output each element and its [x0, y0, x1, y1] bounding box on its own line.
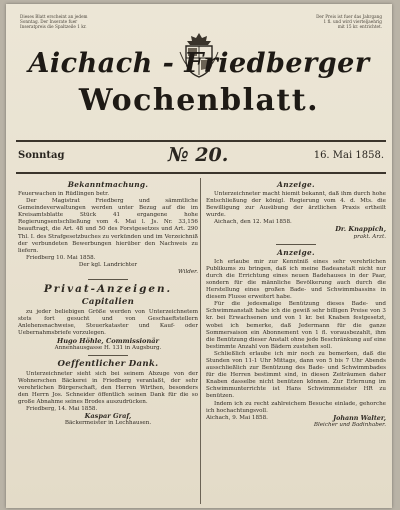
bath-notice-paragraph: Für die jedesmalige Benützung dieses Bade- und Schwimmanstalt habe ich die gewiß sehr billigen Preise von 3 kr. bei Erwachsenen und von 1 kr. bei Knaben festgesetzt, wobei ich bemerke, daß Jedermann für die ganze Sommersaison ein Abonnement von 1 fl. vorausbezahlt, ihm die Benützung dieser Anstalt ohne jede Beschränkung auf eine bestimmte Anzahl von Bädern zustehen soll.: [206, 301, 386, 350]
section-divider: [88, 279, 128, 280]
right-column: [206, 180, 386, 504]
section-divider: [88, 355, 128, 356]
subscription-note-right: [290, 14, 382, 30]
side-note-line: Dieses Blatt erscheint an jedem: [20, 14, 88, 19]
bath-notice-paragraph: Schließlich erlaube ich mir noch zu bemerken, daß die Stunden von 11-1 Uhr Mittags, dann von 5 bis 7 Uhr Abends ausschließlich zur Benützung des Bade- und Schwimmbades für die Herren bestimmt sind, in diesen Zeiträumen daher Knaben dasselbe nicht benützen können. Zur Erlernung im Schwimmunterrichte ist Hans Schwimmmeister HR zu benützen.: [206, 350, 386, 400]
thanks-title: Oeffentlicher Dank.: [57, 358, 159, 369]
section-divider: [276, 244, 316, 245]
masthead-title-line-2: Wochenblatt.: [78, 83, 320, 118]
doctor-notice-place-date: Aichach, den 12. Mai 1858.: [214, 219, 292, 226]
capital-ad-title: Capitalien: [81, 297, 135, 308]
masthead-title-line-1: Aichach - Friedberger: [28, 48, 370, 79]
bath-notice-place-date: Aichach, 9. Mai 1858.: [206, 414, 268, 421]
newspaper-page: [6, 4, 392, 508]
capital-ad-body: zu jeder beliebigen Größe werden von Unterzeichnetem stets fort gesucht und von Geschaeftstellern Anlehensnachweise, Steuerkataster und Kauf- oder Uebernahmsbriefe vorzulegen.: [18, 309, 198, 337]
doctor-notice-body: Unterzeichneter macht hiemit bekannt, daß ihm durch hohe Entschließung der königl. Regierung vom 4. d. Mts. die Bewilligung zur Ausübung der ärztlichen Praxis ertheilt wurde.: [206, 191, 386, 219]
bath-notice-signer-role: Bleicher und Badinhaber.: [313, 421, 386, 428]
doctor-notice-role: prakt. Arzt.: [353, 233, 386, 240]
private-ads-heading: Privat-Anzeigen.: [43, 283, 173, 296]
bath-notice-signer: Johann Walter,: [333, 413, 386, 422]
bath-notice-title: Anzeige.: [277, 247, 315, 257]
issue-date: 16. Mai 1858.: [313, 150, 384, 161]
thanks-body: Unterzeichneter sieht sich bei seinem Abzuge von der Wohnerschen Bäckerei in Friedberg veranlaßt, der sehr verehrlichen Bürgerschaft, den Herren Wirthen, besonders den Herrn Jos. Schneider öffentlich seinen Dank für die so große Abnahme seines Brodes auszudrücken.: [18, 370, 198, 406]
side-note-line: mit 15 kr. entrichtet.: [337, 24, 382, 30]
side-note-line: Der Preis ist fuer das Jahrgang: [316, 14, 382, 19]
notice-place-date: Friedberg 10. Mai 1858.: [26, 254, 96, 261]
capital-ad-address: Annenhausgasse H. 131 in Augsburg.: [54, 344, 162, 351]
notice-body: Der Magistrat Friedberg und sämmtliche Gemeindeverwaltungen werden unter Bezug auf die im Kreisamtsblatte Stück 41 ergangene hohe Regierungsentschließung vom 4. Mai l. Js. Nr. 33,156 beauftragt, die Art. 48 und 50 des Forstgesetzes und Art. 290 Thl. I. des Strafgesetzbuches zu verkünden und im Verzeichniß der verbundeten Bewerbungen hierüber den Nachweis zu liefern.: [18, 198, 198, 254]
side-note-line: Inseratpreis die Spaltzeile 1 kr.: [20, 24, 87, 30]
subscription-note-left: [20, 14, 112, 30]
thanks-signer-role: Bäckermeister in Lechhausen.: [64, 420, 152, 427]
capital-ad-signer: Hugo Höhle, Commissionär: [56, 336, 159, 345]
notice-authority: Der kgl. Landrichter: [78, 261, 138, 268]
doctor-notice-signer: Dr. Knappich,: [335, 225, 386, 234]
notice-title: Bekanntmachung.: [67, 180, 149, 189]
dateline-rule: [16, 172, 386, 174]
issue-day: Sonntag: [18, 150, 65, 161]
bath-notice-signature-row: [206, 415, 386, 422]
notice-subtitle: Feuerwachen in Rüdlingen betr.: [18, 191, 110, 197]
notice-signature: Wilder.: [178, 269, 198, 276]
doctor-notice-title: Anzeige.: [277, 180, 315, 189]
bath-notice-paragraph: Ich erlaube mir zur Kenntniß eines sehr verehrlichen Publikums zu bringen, daß ich meine Badeanstalt nicht nur durch die Errichtung eines neuen Badehauses in der Paar, sondern für die männliche Bevölkerung auch durch die Herstellung eines großen Bade- und Schwimmbassins in diesem Flusse erweitert habe.: [206, 258, 386, 301]
masthead-rule: [16, 140, 386, 142]
left-column: [18, 180, 198, 504]
issue-dateline: [16, 144, 386, 168]
side-note-line: 1 fl. und wird vierteljaehrig: [323, 19, 382, 25]
side-note-line: Sonntag. Der Inserate fuer: [20, 19, 78, 25]
thanks-signer: Kaspar Graf,: [84, 412, 132, 421]
issue-number: № 20.: [168, 144, 229, 166]
thanks-place-date: Friedberg, 14. Mai 1858.: [26, 406, 98, 413]
bath-notice-paragraph: Indem ich zu recht zahlreichem Besuche einlade, gehorche ich hochachtungsvoll.: [206, 400, 386, 414]
column-divider: [200, 178, 201, 504]
